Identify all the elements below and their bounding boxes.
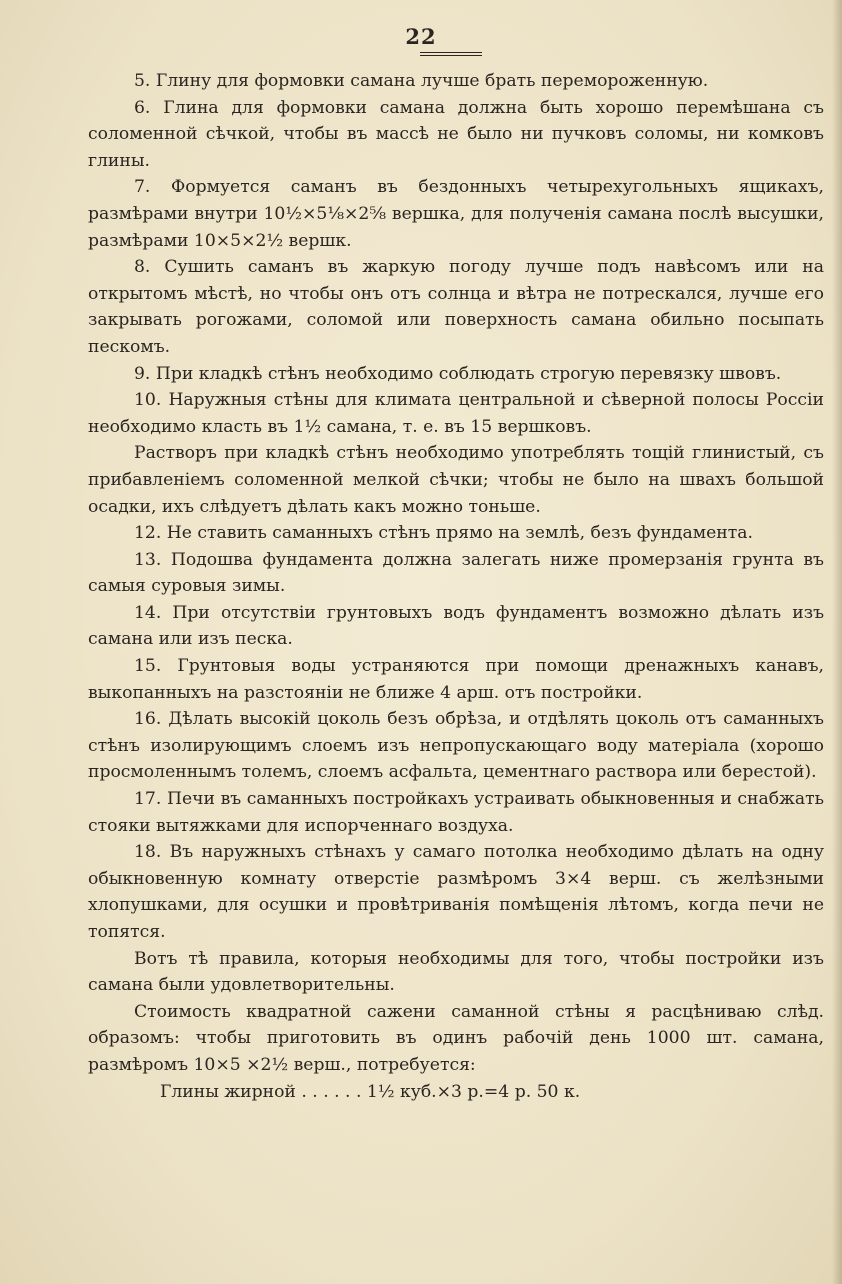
rule-5: 5. Глину для формовки самана лучше брать перемороженную. xyxy=(134,71,709,91)
rule-12: 12. Не ставить саманныхъ стѣнъ прямо на землѣ, безъ фундамента. xyxy=(134,523,753,544)
rule-6: 6. Глина для формовки самана должна быть хорошо перемѣшана съ соломенной сѣчкой, чтобы въ массѣ не было ни пучковъ соломы, ни комковъ глины. xyxy=(88,97,824,171)
rule-7: 7. Формуется саманъ въ бездонныхъ четырехугольныхъ ящикахъ, размѣрами внутри 10½×5⅛×2⅝ вершка, для полученія самана послѣ высушки, размѣрами 10×5×2½ вершк. xyxy=(88,177,824,251)
rule-16: 16. Дѣлать высокій цоколь безъ обрѣза, и отдѣлять цоколь отъ саманныхъ стѣнъ изолирующимъ слоемъ изъ непропускающаго воду матеріала (хорошо просмоленнымъ толемъ, слоемъ асфальта, цементнаго раствора или берестой). xyxy=(88,709,824,783)
cost-line-clay: Глины жирной . . . . . . 1½ куб.×3 р.=4 р. 50 к. xyxy=(160,1081,581,1102)
rule-13: 13. Подошва фундамента должна залегать ниже промерзанія грунта въ самыя суровыя зимы. xyxy=(88,549,824,597)
cost-intro-paragraph: Стоимость квадратной сажени саманной стѣны я расцѣниваю слѣд. образомъ: чтобы приготовить въ одинъ рабочій день 1000 шт. самана, размѣромъ 10×5 ×2½ верш., потребуется: xyxy=(88,1001,824,1075)
rule-10: 10. Наружныя стѣны для климата центральной и сѣверной полосы Россіи необходимо класть въ 1½ самана, т. е. въ 15 вершковъ. xyxy=(88,390,824,437)
rule-15: 15. Грунтовыя воды устраняются при помощи дренажныхъ канавъ, выкопанныхъ на разстояніи не ближе 4 арш. отъ постройки. xyxy=(88,656,824,703)
rule-11-mortar: Растворъ при кладкѣ стѣнъ необходимо употреблять тощій глинистый, съ прибавленіемъ соломенной мелкой сѣчки; чтобы не было на швахъ большой осадки, ихъ слѣдуетъ дѣлать какъ можно тоньше. xyxy=(88,443,824,517)
rule-8: 8. Сушить саманъ въ жаркую погоду лучше подъ навѣсомъ или на открытомъ мѣстѣ, но чтобы онъ отъ солнца и вѣтра не потрескался, лучше его закрывать рогожами, соломой или поверхность самана обильно посыпать пескомъ. xyxy=(88,257,824,357)
page-body xyxy=(88,68,824,1105)
rule-18: 18. Въ наружныхъ стѣнахъ у самаго потолка необходимо дѣлать на одну обыкновенную комнату отверстіе размѣромъ 3×4 верш. съ желѣзными хлопушками, для осушки и провѣтриванія помѣщенія лѣтомъ, когда печи не топятся. xyxy=(88,842,824,942)
page-edge-shadow xyxy=(832,0,842,1284)
page-number: 22 xyxy=(405,24,437,49)
rule-9: 9. При кладкѣ стѣнъ необходимо соблюдать строгую перевязку швовъ. xyxy=(134,363,782,384)
rule-17: 17. Печи въ саманныхъ постройкахъ устраивать обыкновенныя и снабжать стояки вытяжками для испорченнаго воздуха. xyxy=(88,789,824,836)
page-number-double-rule xyxy=(420,52,482,56)
summary-paragraph: Вотъ тѣ правила, которыя необходимы для того, чтобы постройки изъ самана были удовлетворительны. xyxy=(88,948,824,996)
rule-14: 14. При отсутствіи грунтовыхъ водъ фундаментъ возможно дѣлать изъ самана или изъ песка. xyxy=(88,602,824,650)
